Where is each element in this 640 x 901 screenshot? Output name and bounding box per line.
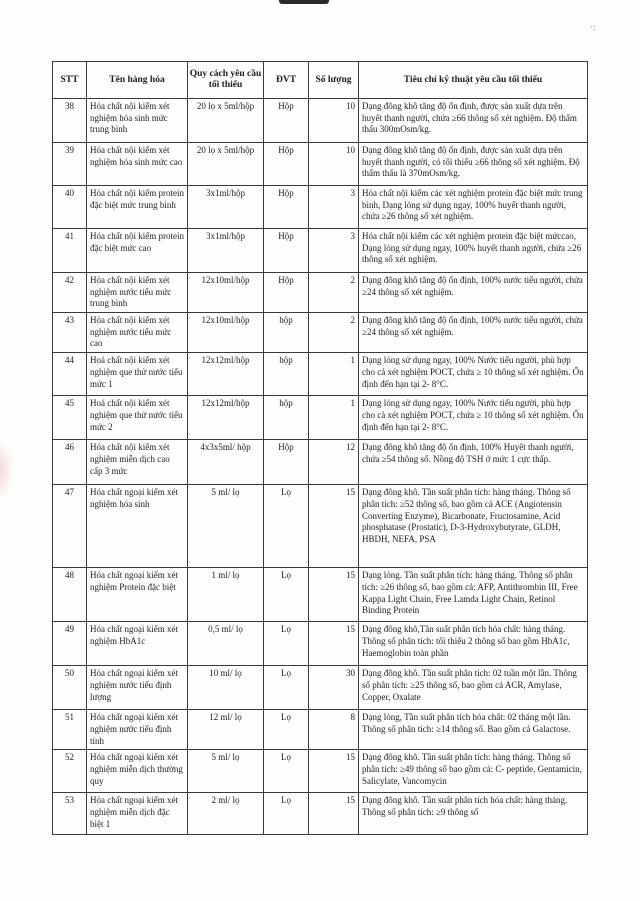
cell-criteria: Dạng đông khô,Tần suất phân tích hóa chất: hàng tháng. Thông số phân tích: tối thiểu 2 thông số bao gồm HbA1c, Haemoglobin toàn phần <box>359 622 588 666</box>
cell-criteria: Dạng đông khô tăng độ ổn định, 100% nước tiểu người, chứa ≥24 thông số xét nghiệm. <box>359 273 588 313</box>
table-row <box>53 666 588 710</box>
cell-name: Hoá chất nội kiểm xét nghiệm que thử nước tiểu mức 1 <box>87 353 188 396</box>
table-row <box>53 396 588 440</box>
cell-unit: Hộp <box>264 229 309 273</box>
cell-spec: 2 ml/ lọ <box>188 793 264 835</box>
cell-qty: 15 <box>309 568 359 622</box>
cell-criteria: Dạng lỏng sử dụng ngay, 100% Nước tiểu người, phù hợp cho cả xét nghiệm POCT, chứa ≥ 10 thông số xét nghiệm. Ổn định đến hạn tại 2- 8°C. <box>359 353 588 396</box>
table-row <box>53 793 588 835</box>
cell-unit: Lọ <box>264 666 309 710</box>
cell-stt: 44 <box>53 353 87 396</box>
table-row <box>53 313 588 353</box>
cell-stt: 49 <box>53 622 87 666</box>
table-row <box>53 710 588 750</box>
cell-unit: hộp <box>264 396 309 440</box>
cell-spec: 20 lọ x 5ml/hộp <box>188 99 264 143</box>
scan-mark <box>279 0 329 4</box>
cell-stt: 46 <box>53 440 87 485</box>
cell-name: Hóa chất ngoại kiểm xét nghiệm nước tiểu định tính <box>87 710 188 750</box>
cell-criteria: Dạng đông khô. Tần suất phân tích: hàng tháng. Thông số phân tích: ≥49 thông số bao gồm cả: C- peptide, Gentamicin, Salicylate, Vancomycin <box>359 750 588 793</box>
cell-name: Hóa chất nội kiểm protein đặc biệt mức trung bình <box>87 186 188 229</box>
cell-spec: 3x1ml/hộp <box>188 186 264 229</box>
stamp-bleed <box>0 440 14 500</box>
cell-criteria: Dạng lỏng sử dụng ngay, 100% Nước tiểu người, phù hợp cho cả xét nghiệm POCT, chứa ≥ 10 thông số xét nghiệm. Ổn định đến hạn tại 2- 8°C. <box>359 396 588 440</box>
table-row <box>53 273 588 313</box>
table-row <box>53 485 588 568</box>
cell-qty: 3 <box>309 229 359 273</box>
cell-qty: 10 <box>309 99 359 143</box>
cell-qty: 15 <box>309 750 359 793</box>
cell-stt: 50 <box>53 666 87 710</box>
cell-unit: hộp <box>264 313 309 353</box>
scan-speck: ·: <box>590 22 596 32</box>
cell-spec: 12x10ml/hộp <box>188 313 264 353</box>
cell-unit: Lọ <box>264 750 309 793</box>
header-spec: Quy cách yêu cầu tối thiểu <box>188 62 264 99</box>
cell-criteria: Dạng đông khô. Tần suất phân tích: hàng tháng. Thông số phân tích: ≥52 thông số, bao gồm cả ACE (Angiotensin Converting Enzyme), Bicarbonate, Fructosamine, Acid phosphatase (Prostatic), D-3-Hydroxybutyrate, GLDH, HBDH, NEFA, PSA <box>359 485 588 568</box>
header-name: Tên hàng hóa <box>87 62 188 99</box>
cell-unit: Hộp <box>264 273 309 313</box>
cell-qty: 12 <box>309 440 359 485</box>
cell-stt: 38 <box>53 99 87 143</box>
table-row <box>53 143 588 186</box>
cell-stt: 45 <box>53 396 87 440</box>
cell-unit: Hộp <box>264 99 309 143</box>
cell-criteria: Dạng đông khô. Tần suất phân tích hóa chất: hàng tháng. Thông số phân tích: ≥9 thông số <box>359 793 588 835</box>
cell-name: Hóa chất nội kiểm xét nghiệm hóa sinh mức cao <box>87 143 188 186</box>
table-row <box>53 622 588 666</box>
cell-unit: Hộp <box>264 186 309 229</box>
cell-spec: 10 ml/ lọ <box>188 666 264 710</box>
cell-criteria: Hóa chất nội kiểm các xét nghiệm protein đặc biệt mức trung bình, Dạng lỏng sử dụng ngay, 100% huyết thanh người, chứa ≥26 thông số xét nghiệm. <box>359 186 588 229</box>
cell-name: Hóa chất ngoại kiểm xét nghiệm Protein đặc biệt <box>87 568 188 622</box>
cell-stt: 41 <box>53 229 87 273</box>
cell-criteria: Dạng lỏng, Tần suất phân tích hóa chất: 02 tháng một lần. Thông số phân tích: ≥14 thông số. Bao gồm cả Galactose. <box>359 710 588 750</box>
header-qty: Số lượng <box>309 62 359 99</box>
cell-unit: Lọ <box>264 793 309 835</box>
cell-name: Hóa chất ngoại kiểm xét nghiệm miễn dịch thường quy <box>87 750 188 793</box>
cell-name: Hóa chất nội kiểm protein đặc biệt mức cao <box>87 229 188 273</box>
table-row <box>53 99 588 143</box>
cell-unit: Lọ <box>264 622 309 666</box>
cell-criteria: Dạng đông khô tăng độ ổn định, được sản xuất dựa trên huyết thanh người, có tối thiểu ≥66 thông số xét nghiệm. Độ thẩm thấu là 370mOsm/kg. <box>359 143 588 186</box>
cell-qty: 1 <box>309 353 359 396</box>
cell-stt: 39 <box>53 143 87 186</box>
cell-criteria: Dạng đông khô tăng độ ổn định, được sản xuất dựa trên huyết thanh người, chứa ≥66 thông số xét nghiệm. Độ thẩm thấu 300mOsm/kg. <box>359 99 588 143</box>
cell-spec: 1 ml/ lọ <box>188 568 264 622</box>
cell-criteria: Dạng đông khô tăng độ ổn định, 100% Huyết thanh người, chứa ≥54 thông số. Nồng độ TSH ở mức 1 cực thấp. <box>359 440 588 485</box>
cell-unit: Hộp <box>264 440 309 485</box>
header-unit: ĐVT <box>264 62 309 99</box>
cell-spec: 12x12ml/hộp <box>188 353 264 396</box>
table-row <box>53 353 588 396</box>
cell-qty: 2 <box>309 313 359 353</box>
cell-spec: 4x3x5ml/ hộp <box>188 440 264 485</box>
table-header-row <box>53 62 588 99</box>
header-stt: STT <box>53 62 87 99</box>
cell-spec: 0,5 ml/ lọ <box>188 622 264 666</box>
cell-qty: 1 <box>309 396 359 440</box>
cell-qty: 15 <box>309 622 359 666</box>
cell-stt: 53 <box>53 793 87 835</box>
cell-name: Hóa chất ngoại kiểm xét nghiệm HbA1c <box>87 622 188 666</box>
cell-name: Hóa chất nội kiểm xét nghiệm miễn dịch cao cấp 3 mức <box>87 440 188 485</box>
cell-stt: 43 <box>53 313 87 353</box>
procurement-table <box>52 61 588 835</box>
cell-unit: Lọ <box>264 710 309 750</box>
header-criteria: Tiêu chí kỹ thuật yêu cầu tối thiểu <box>359 62 588 99</box>
cell-unit: Hộp <box>264 143 309 186</box>
cell-qty: 15 <box>309 485 359 568</box>
cell-name: Hóa chất nội kiểm xét nghiệm hóa sinh mức trung bình <box>87 99 188 143</box>
cell-spec: 5 ml/ lọ <box>188 750 264 793</box>
cell-stt: 42 <box>53 273 87 313</box>
cell-qty: 10 <box>309 143 359 186</box>
cell-criteria: Hóa chất nội kiểm các xét nghiệm protein đặc biệt mứccao, Dạng lỏng sử dụng ngay, 100% huyết thanh người, chứa ≥26 thông số xét nghiệm. <box>359 229 588 273</box>
cell-criteria: Dạng lỏng. Tần suất phân tích: hàng tháng. Thông số phân tích: ≥26 thông số, bao gồm cả: AFP, Antithrombin III, Free Kappa Light Chain, Free Lamda Light Chain, Retinol Binding Protein <box>359 568 588 622</box>
cell-spec: 3x1ml/hộp <box>188 229 264 273</box>
table-row <box>53 568 588 622</box>
cell-stt: 52 <box>53 750 87 793</box>
cell-name: Hóa chất nội kiểm xét nghiệm nước tiểu mức cao <box>87 313 188 353</box>
table-body <box>53 99 588 835</box>
cell-name: Hóa chất nội kiểm xét nghiệm nước tiểu mức trung bình <box>87 273 188 313</box>
cell-spec: 12x12ml/hộp <box>188 396 264 440</box>
cell-qty: 2 <box>309 273 359 313</box>
cell-stt: 47 <box>53 485 87 568</box>
cell-name: Hoá chất nội kiểm xét nghiệm que thử nước tiểu mức 2 <box>87 396 188 440</box>
cell-qty: 8 <box>309 710 359 750</box>
table-row <box>53 440 588 485</box>
table-row <box>53 186 588 229</box>
cell-unit: Lọ <box>264 568 309 622</box>
cell-name: Hóa chất ngoại kiểm xét nghiệm hóa sinh <box>87 485 188 568</box>
cell-spec: 20 lọ x 5ml/hộp <box>188 143 264 186</box>
cell-spec: 12x10ml/hộp <box>188 273 264 313</box>
cell-spec: 5 ml/ lọ <box>188 485 264 568</box>
cell-criteria: Dạng đông khô tăng độ ổn định, 100% nước tiểu người, chứa ≥24 thông số xét nghiệm. <box>359 313 588 353</box>
table-row <box>53 750 588 793</box>
cell-name: Hóa chất ngoại kiểm xét nghiệm miễn dịch đặc biệt 1 <box>87 793 188 835</box>
table-row <box>53 229 588 273</box>
cell-qty: 15 <box>309 793 359 835</box>
cell-stt: 48 <box>53 568 87 622</box>
cell-qty: 3 <box>309 186 359 229</box>
cell-unit: hộp <box>264 353 309 396</box>
cell-name: Hóa chất ngoại kiểm xét nghiệm nước tiểu định lượng <box>87 666 188 710</box>
cell-unit: Lọ <box>264 485 309 568</box>
cell-stt: 51 <box>53 710 87 750</box>
cell-criteria: Dạng đông khô. Tần suất phân tích: 02 tuần một lần. Thông số phân tích: ≥25 thông số, bao gồm cả ACR, Amylase, Copper, Oxalate <box>359 666 588 710</box>
cell-spec: 12 ml/ lọ <box>188 710 264 750</box>
cell-qty: 30 <box>309 666 359 710</box>
cell-stt: 40 <box>53 186 87 229</box>
